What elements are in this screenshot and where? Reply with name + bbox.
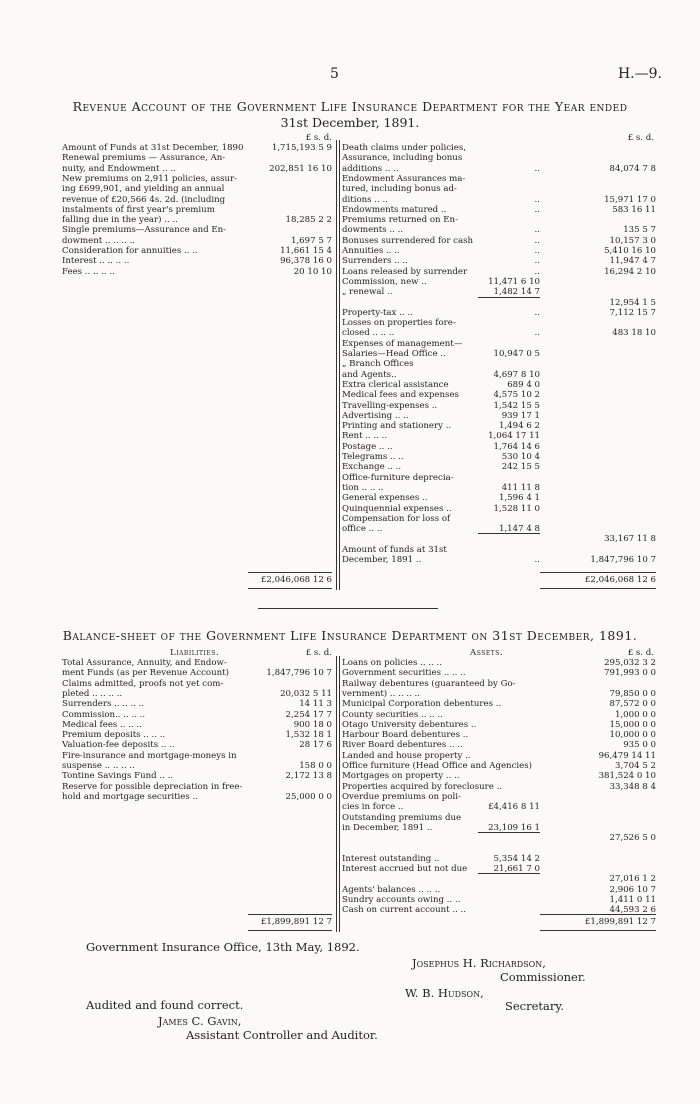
balance-right-row-amount: 3,704 5 2 xyxy=(614,761,656,771)
revenue-right-row-amount: 7,112 15 7 xyxy=(609,307,656,318)
balance-right-subtotal-rule xyxy=(478,873,540,874)
balance-center-rule xyxy=(336,656,337,932)
revenue-right-row-label: tion .. .. .. xyxy=(342,482,384,493)
balance-left-row-label: Medical fees .. .. .. xyxy=(62,719,142,730)
page-number: 5 xyxy=(330,66,339,82)
revenue-right-row-amount: 10,157 3 0 xyxy=(609,235,656,246)
balance-left-total-rule xyxy=(248,914,332,915)
balance-right-row-label: Government securities .. .. .. xyxy=(342,668,466,679)
revenue-right-row-subamount: 1,494 6 2 xyxy=(498,421,540,432)
revenue-right-row-subamount: 939 17 1 xyxy=(501,410,540,421)
revenue-left-row-label: dowment .. .. .. .. xyxy=(62,235,136,246)
revenue-right-row-label: closed .. .. .. xyxy=(342,328,395,339)
revenue-right-row-label: Rent .. .. .. xyxy=(342,431,388,442)
revenue-left-row-amount: 202,851 16 10 xyxy=(269,163,332,174)
revenue-right-total-underline xyxy=(540,588,656,589)
balance-left-row-label: Fire-insurance and mortgage-moneys in xyxy=(62,750,237,761)
balance-left-row-label: Tontine Savings Fund .. .. xyxy=(62,771,174,782)
revenue-right-row-label: Losses on properties fore- xyxy=(342,318,456,329)
balance-left-row-amount: 1,532 18 1 xyxy=(285,730,332,741)
revenue-center-rule-double xyxy=(339,140,340,590)
revenue-left-row-amount: 1,715,193 5 9 xyxy=(271,143,332,153)
revenue-right-row-subamount: .. xyxy=(534,246,540,256)
balance-right-row-amount: 935 0 0 xyxy=(623,740,656,751)
revenue-right-row-subamount: .. xyxy=(534,204,540,215)
revenue-right-row-label: Property-tax .. .. xyxy=(342,307,413,318)
balance-left-row-label: Surrenders .. .. .. .. xyxy=(62,699,145,710)
revenue-right-row-label: Premiums returned on En- xyxy=(342,215,458,226)
revenue-right-row-subamount: .. xyxy=(534,266,540,277)
revenue-right-row-label: dowments .. .. xyxy=(342,225,404,236)
balance-left-row-amount: 900 18 0 xyxy=(293,719,332,730)
revenue-right-total: £2,046,068 12 6 xyxy=(584,575,656,585)
balance-left-row-label: Valuation-fee deposits .. .. xyxy=(62,740,175,751)
balance-right-row-label: Mortgages on property .. .. xyxy=(342,771,460,782)
revenue-right-row-subamount: .. xyxy=(534,307,540,318)
balance-left-row-label: ment Funds (as per Revenue Account) xyxy=(62,668,229,679)
revenue-left-row-label: Amount of Funds at 31st December, 1890 xyxy=(62,143,244,153)
balance-right-row-label: Harbour Board debentures .. xyxy=(342,730,469,741)
revenue-right-row-amount: 135 5 7 xyxy=(623,225,656,236)
revenue-right-row-label: Endowment Assurances ma- xyxy=(342,173,466,184)
balance-left-row-label: Premium deposits .. .. .. xyxy=(62,730,166,741)
revenue-left-row-label: Consideration for annuities .. .. xyxy=(62,246,198,256)
balance-sheet-title: Balance-sheet of the Government Life Insurance Department on 31st December, 1891. xyxy=(62,628,638,643)
balance-left-row-amount: 25,000 0 0 xyxy=(285,791,332,802)
section-separator xyxy=(258,608,438,609)
balance-left-row-label: hold and mortgage securities .. xyxy=(62,791,199,802)
balance-left-row-amount: 20,032 5 11 xyxy=(280,688,332,699)
revenue-right-row-label: Exchange .. .. xyxy=(342,462,402,473)
revenue-right-row-subamount: .. xyxy=(534,225,540,236)
secretary-name: W. B. Hudson, xyxy=(405,986,484,1000)
revenue-left-row-amount: 20 10 10 xyxy=(293,266,332,277)
revenue-left-row-label: Fees .. .. .. .. xyxy=(62,266,115,277)
revenue-right-row-subamount: 1,482 14 7 xyxy=(493,287,540,298)
balance-right-total: £1,899,891 12 7 xyxy=(584,917,656,927)
balance-right-row-amount: 295,032 3 2 xyxy=(604,658,656,668)
balance-left-row-amount: 158 0 0 xyxy=(299,761,332,771)
revenue-left-row-label: New premiums on 2,911 policies, assur- xyxy=(62,173,238,184)
balance-left-row-label: Reserve for possible depreciation in free- xyxy=(62,781,243,792)
revenue-right-row-label: Travelling-expenses .. xyxy=(342,400,438,411)
revenue-right-row-label: Advertising .. .. xyxy=(342,410,409,421)
balance-right-row-subamount: 23,109 16 1 xyxy=(488,822,540,833)
revenue-right-row-amount: 15,971 17 0 xyxy=(604,194,656,205)
revenue-account-title-date: 31st December, 1891. xyxy=(280,115,420,130)
revenue-left-col-header: £ s. d. xyxy=(305,133,332,143)
revenue-right-row-amount: 11,947 4 7 xyxy=(609,256,656,267)
revenue-right-row-label: Expenses of management— xyxy=(342,338,463,349)
balance-right-row-label: Railway debentures (guaranteed by Go- xyxy=(342,678,516,689)
revenue-right-row-subamount: 1,528 11 0 xyxy=(493,503,540,514)
balance-right-row-label: County securities .. .. .. xyxy=(342,709,443,720)
balance-right-row-label: River Board debentures .. .. xyxy=(342,740,463,751)
revenue-right-row-subamount: 530 10 4 xyxy=(501,452,540,462)
revenue-right-row-label: Commission, new .. xyxy=(342,276,427,287)
revenue-right-row-label: Endowments matured .. xyxy=(342,204,447,215)
revenue-right-row-label: Amount of funds at 31st xyxy=(342,544,447,555)
revenue-right-row-subamount: 1,596 4 1 xyxy=(498,493,540,504)
revenue-left-row-amount: 96,378 16 0 xyxy=(280,256,332,267)
revenue-right-row-label: additions .. .. xyxy=(342,163,399,174)
balance-right-row-label: Office furniture (Head Office and Agencies) xyxy=(342,761,532,771)
balance-right-row-label: Landed and house property .. xyxy=(342,750,471,761)
revenue-left-row-label: Single premiums—Assurance and En- xyxy=(62,225,227,236)
balance-right-row-amount: 27,016 1 2 xyxy=(609,874,656,885)
balance-right-row-amount: 1,000 0 0 xyxy=(614,709,656,720)
revenue-right-row-label: General expenses .. xyxy=(342,493,428,504)
balance-right-row-label: Outstanding premiums due xyxy=(342,812,462,823)
office-date-line: Government Insurance Office, 13th May, 1892. xyxy=(86,940,360,954)
revenue-right-row-subamount: 411 11 8 xyxy=(501,482,540,493)
revenue-right-total-rule xyxy=(540,572,656,573)
balance-right-subtotal-rule xyxy=(478,832,540,833)
revenue-right-row-label: Postage .. .. xyxy=(342,441,393,452)
balance-right-row-label: Loans on policies .. .. .. xyxy=(342,658,442,668)
revenue-right-row-label: and Agents.. xyxy=(342,369,397,380)
revenue-right-row-label: office .. .. xyxy=(342,524,383,535)
revenue-right-row-label: Loans released by surrender xyxy=(342,266,468,277)
revenue-right-row-label: ditions .. .. xyxy=(342,194,388,205)
balance-left-row-amount: 14 11 3 xyxy=(299,699,332,710)
revenue-right-row-subamount: 1,147 4 8 xyxy=(498,524,540,535)
revenue-right-row-subamount: 1,064 17 11 xyxy=(488,431,540,442)
balance-right-row-label: in December, 1891 .. xyxy=(342,822,433,833)
revenue-right-row-label: Assurance, including bonus xyxy=(342,153,463,164)
balance-right-row-label: cies in force .. xyxy=(342,802,404,813)
revenue-right-row-subamount: .. xyxy=(534,256,540,267)
revenue-right-subtotal-rule xyxy=(478,533,540,534)
revenue-right-row-subamount: .. xyxy=(534,194,540,205)
balance-right-row-label: Interest outstanding .. xyxy=(342,853,440,864)
revenue-right-row-amount: 33,167 11 8 xyxy=(604,534,656,545)
revenue-right-row-amount: 583 16 11 xyxy=(612,204,656,215)
revenue-right-row-label: Printing and stationery .. xyxy=(342,421,452,432)
revenue-right-row-subamount: .. xyxy=(534,163,540,174)
revenue-right-row-label: Medical fees and expenses xyxy=(342,390,459,401)
revenue-right-row-label: Quinquennial expenses .. xyxy=(342,503,452,514)
revenue-center-rule xyxy=(336,140,337,590)
balance-right-row-amount: 15,000 0 0 xyxy=(609,719,656,730)
balance-left-row-amount: 28 17 6 xyxy=(299,740,332,751)
balance-right-row-amount: 44,593 2 6 xyxy=(609,905,656,916)
balance-left-total: £1,899,891 12 7 xyxy=(260,917,332,927)
revenue-account-title: Revenue Account of the Government Life Insurance Department for the Year ended xyxy=(72,99,628,114)
revenue-right-row-label: Death claims under policies, xyxy=(342,143,467,153)
revenue-right-row-label: Extra clerical assistance xyxy=(342,379,449,390)
revenue-right-row-subamount: 242 15 5 xyxy=(501,462,540,473)
revenue-right-row-label: Annuities .. .. xyxy=(342,246,400,256)
balance-left-row-label: Commission.. .. .. .. xyxy=(62,709,146,720)
revenue-right-row-subamount: 1,542 15 5 xyxy=(493,400,540,411)
balance-left-row-label: pleted .. .. .. .. xyxy=(62,688,123,699)
balance-right-row-amount: 2,906 10 7 xyxy=(609,884,656,895)
balance-right-total-rule xyxy=(540,914,656,915)
balance-right-row-amount: 96,479 14 11 xyxy=(598,750,656,761)
balance-right-row-amount: 27,526 5 0 xyxy=(609,833,656,844)
document-reference: H.—9. xyxy=(617,66,662,82)
balance-right-row-subamount: 21,661 7 0 xyxy=(493,864,540,874)
revenue-right-row-label: Telegrams .. .. xyxy=(342,452,404,462)
balance-right-row-label: Interest accrued but not due xyxy=(342,864,468,874)
balance-right-row-amount: 1,411 0 11 xyxy=(609,894,656,905)
balance-right-row-amount: 10,000 0 0 xyxy=(609,730,656,741)
balance-right-col-header: £ s. d. xyxy=(627,648,654,658)
revenue-left-row-amount: 18,285 2 2 xyxy=(285,215,332,226)
balance-right-row-amount: 791,993 0 0 xyxy=(604,668,656,679)
audit-statement: Audited and found correct. xyxy=(86,998,244,1012)
revenue-right-row-subamount: .. xyxy=(534,328,540,339)
balance-left-row-amount: 2,172 13 8 xyxy=(285,771,332,782)
balance-right-row-label: vernment) .. .. .. .. xyxy=(342,688,420,699)
revenue-left-row-label: revenue of £20,566 4s. 2d. (including xyxy=(62,194,226,205)
revenue-left-row-label: nuity, and Endowment .. .. xyxy=(62,163,176,174)
revenue-right-row-subamount: .. xyxy=(534,555,540,565)
revenue-right-row-subamount: .. xyxy=(534,235,540,246)
balance-left-row-label: Claims admitted, proofs not yet com- xyxy=(62,678,224,689)
balance-left-col-header: £ s. d. xyxy=(305,648,332,658)
revenue-left-total-underline xyxy=(248,588,332,589)
balance-right-total-underline xyxy=(540,930,656,931)
revenue-right-row-label: Office-furniture deprecia- xyxy=(342,472,454,483)
revenue-right-row-subamount: 689 4 0 xyxy=(507,379,540,390)
balance-left-row-amount: 2,254 17 7 xyxy=(285,709,332,720)
secretary-title: Secretary. xyxy=(505,999,565,1013)
balance-center-rule-double xyxy=(339,656,340,932)
commissioner-name: Josephus H. Richardson, xyxy=(412,956,546,970)
balance-right-row-label: Sundry accounts owing .. .. xyxy=(342,894,461,905)
revenue-left-row-label: instalments of first year's premium xyxy=(62,204,215,215)
balance-right-row-label: Agents' balances .. .. .. xyxy=(342,884,441,895)
revenue-left-row-amount: 1,697 5 7 xyxy=(290,235,332,246)
revenue-right-row-label: „ renewal .. xyxy=(342,287,393,298)
balance-right-row-amount: 79,850 0 0 xyxy=(609,688,656,699)
revenue-right-subtotal-rule xyxy=(478,297,540,298)
balance-left-row-label: Total Assurance, Annuity, and Endow- xyxy=(62,658,227,668)
balance-right-row-label: Municipal Corporation debentures .. xyxy=(342,699,502,710)
auditor-title: Assistant Controller and Auditor. xyxy=(186,1028,378,1042)
revenue-left-row-label: ing £699,901, and yielding an annual xyxy=(62,184,225,195)
revenue-right-row-label: December, 1891 .. xyxy=(342,555,422,565)
balance-right-row-amount: 33,348 8 4 xyxy=(609,781,656,792)
revenue-left-total: £2,046,068 12 6 xyxy=(260,575,332,585)
revenue-right-row-label: tured, including bonus ad- xyxy=(342,184,457,195)
balance-right-row-amount: 381,524 0 10 xyxy=(598,771,656,782)
revenue-right-row-subamount: 11,471 6 10 xyxy=(488,276,540,287)
liabilities-header: Liabilities. xyxy=(170,648,220,658)
revenue-right-row-amount: 5,410 16 10 xyxy=(604,246,656,256)
balance-left-row-amount: 1,847,796 10 7 xyxy=(266,668,332,679)
revenue-right-row-label: Surrenders .. .. xyxy=(342,256,408,267)
revenue-right-row-amount: 12,954 1 5 xyxy=(609,297,656,308)
revenue-left-row-label: Interest .. .. .. .. xyxy=(62,256,130,267)
balance-right-row-amount: 87,572 0 0 xyxy=(609,699,656,710)
revenue-right-row-subamount: 10,947 0 5 xyxy=(493,349,540,359)
revenue-right-row-amount: 84,074 7 8 xyxy=(609,163,656,174)
revenue-left-row-label: Renewal premiums — Assurance, An- xyxy=(62,153,226,164)
balance-right-row-subamount: £4,416 8 11 xyxy=(488,802,540,813)
revenue-right-row-label: Bonuses surrendered for cash xyxy=(342,235,474,246)
balance-right-row-subamount: 5,354 14 2 xyxy=(493,853,540,864)
revenue-right-row-amount: 483 18 10 xyxy=(612,328,656,339)
commissioner-title: Commissioner. xyxy=(500,970,586,984)
revenue-right-row-label: Compensation for loss of xyxy=(342,513,451,524)
assets-header: Assets. xyxy=(470,648,504,658)
revenue-left-row-amount: 11,661 15 4 xyxy=(280,246,332,256)
balance-right-row-label: Overdue premiums on poli- xyxy=(342,791,461,802)
revenue-right-row-subamount: 4,697 8 10 xyxy=(493,369,540,380)
revenue-right-row-label: Salaries—Head Office .. xyxy=(342,349,446,359)
balance-right-row-label: Cash on current account .. .. xyxy=(342,905,467,916)
balance-right-row-label: Properties acquired by foreclosure .. xyxy=(342,781,503,792)
revenue-right-row-subamount: 1,764 14 6 xyxy=(493,441,540,452)
revenue-left-row-label: falling due in the year) .. .. xyxy=(62,215,178,226)
auditor-name: James C. Gavin, xyxy=(158,1014,242,1028)
balance-right-row-label: Otago University debentures .. xyxy=(342,719,477,730)
revenue-right-col-header: £ s. d. xyxy=(627,133,654,143)
balance-left-total-underline xyxy=(248,930,332,931)
revenue-right-row-amount: 1,847,796 10 7 xyxy=(590,555,656,565)
revenue-right-row-amount: 16,294 2 10 xyxy=(604,266,656,277)
revenue-right-row-subamount: 4,575 10 2 xyxy=(493,390,540,401)
balance-left-row-label: suspense .. .. .. .. xyxy=(62,761,135,771)
revenue-right-row-label: „ Branch Offices xyxy=(342,359,414,370)
revenue-left-total-rule xyxy=(248,572,332,573)
